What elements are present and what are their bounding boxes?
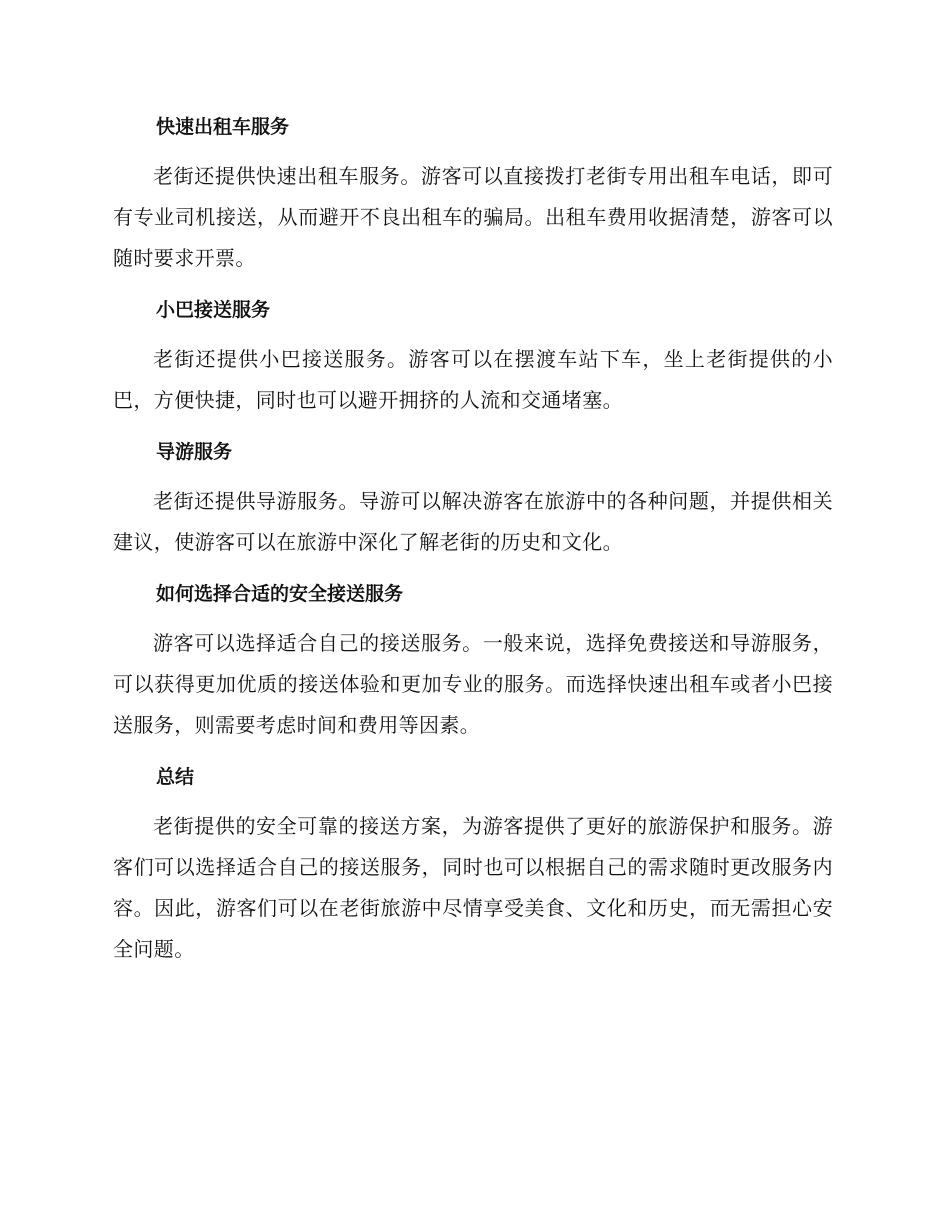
section-heading: 快速出租车服务: [156, 116, 290, 138]
section-heading: 如何选择合适的安全接送服务: [156, 583, 404, 605]
section-paragraph: 老街提供的安全可靠的接送方案，为游客提供了更好的旅游保护和服务。游客们可以选择适合自己的接送服务，同时也可以根据自己的需求随时更改服务内容。因此，游客们可以在老街旅游中尽情享受美食、文化和历史，而无需担心安全问题。: [113, 814, 833, 961]
section-heading: 小巴接送服务: [156, 299, 271, 321]
section-minibus-service: [113, 291, 833, 421]
section-paragraph: 老街还提供小巴接送服务。游客可以在摆渡车站下车，坐上老街提供的小巴，方便快捷，同时也可以避开拥挤的人流和交通堵塞。: [113, 347, 833, 412]
section-taxi-service: [113, 108, 833, 279]
section-guide-service: [113, 433, 833, 563]
section-summary: [113, 758, 833, 970]
section-paragraph: 游客可以选择适合自己的接送服务。一般来说，选择免费接送和导游服务，可以获得更加优质的接送体验和更加专业的服务。而选择快速出租车或者小巴接送服务，则需要考虑时间和费用等因素。: [113, 631, 833, 737]
document-content: [113, 108, 833, 970]
section-paragraph: 老街还提供快速出租车服务。游客可以直接拨打老街专用出租车电话，即可有专业司机接送，从而避开不良出租车的骗局。出租车费用收据清楚，游客可以随时要求开票。: [113, 164, 833, 270]
section-heading: 导游服务: [156, 441, 233, 463]
section-heading: 总结: [156, 766, 195, 788]
section-how-to-choose: [113, 575, 833, 746]
section-paragraph: 老街还提供导游服务。导游可以解决游客在旅游中的各种问题，并提供相关建议，使游客可以在旅游中深化了解老街的历史和文化。: [113, 489, 833, 554]
